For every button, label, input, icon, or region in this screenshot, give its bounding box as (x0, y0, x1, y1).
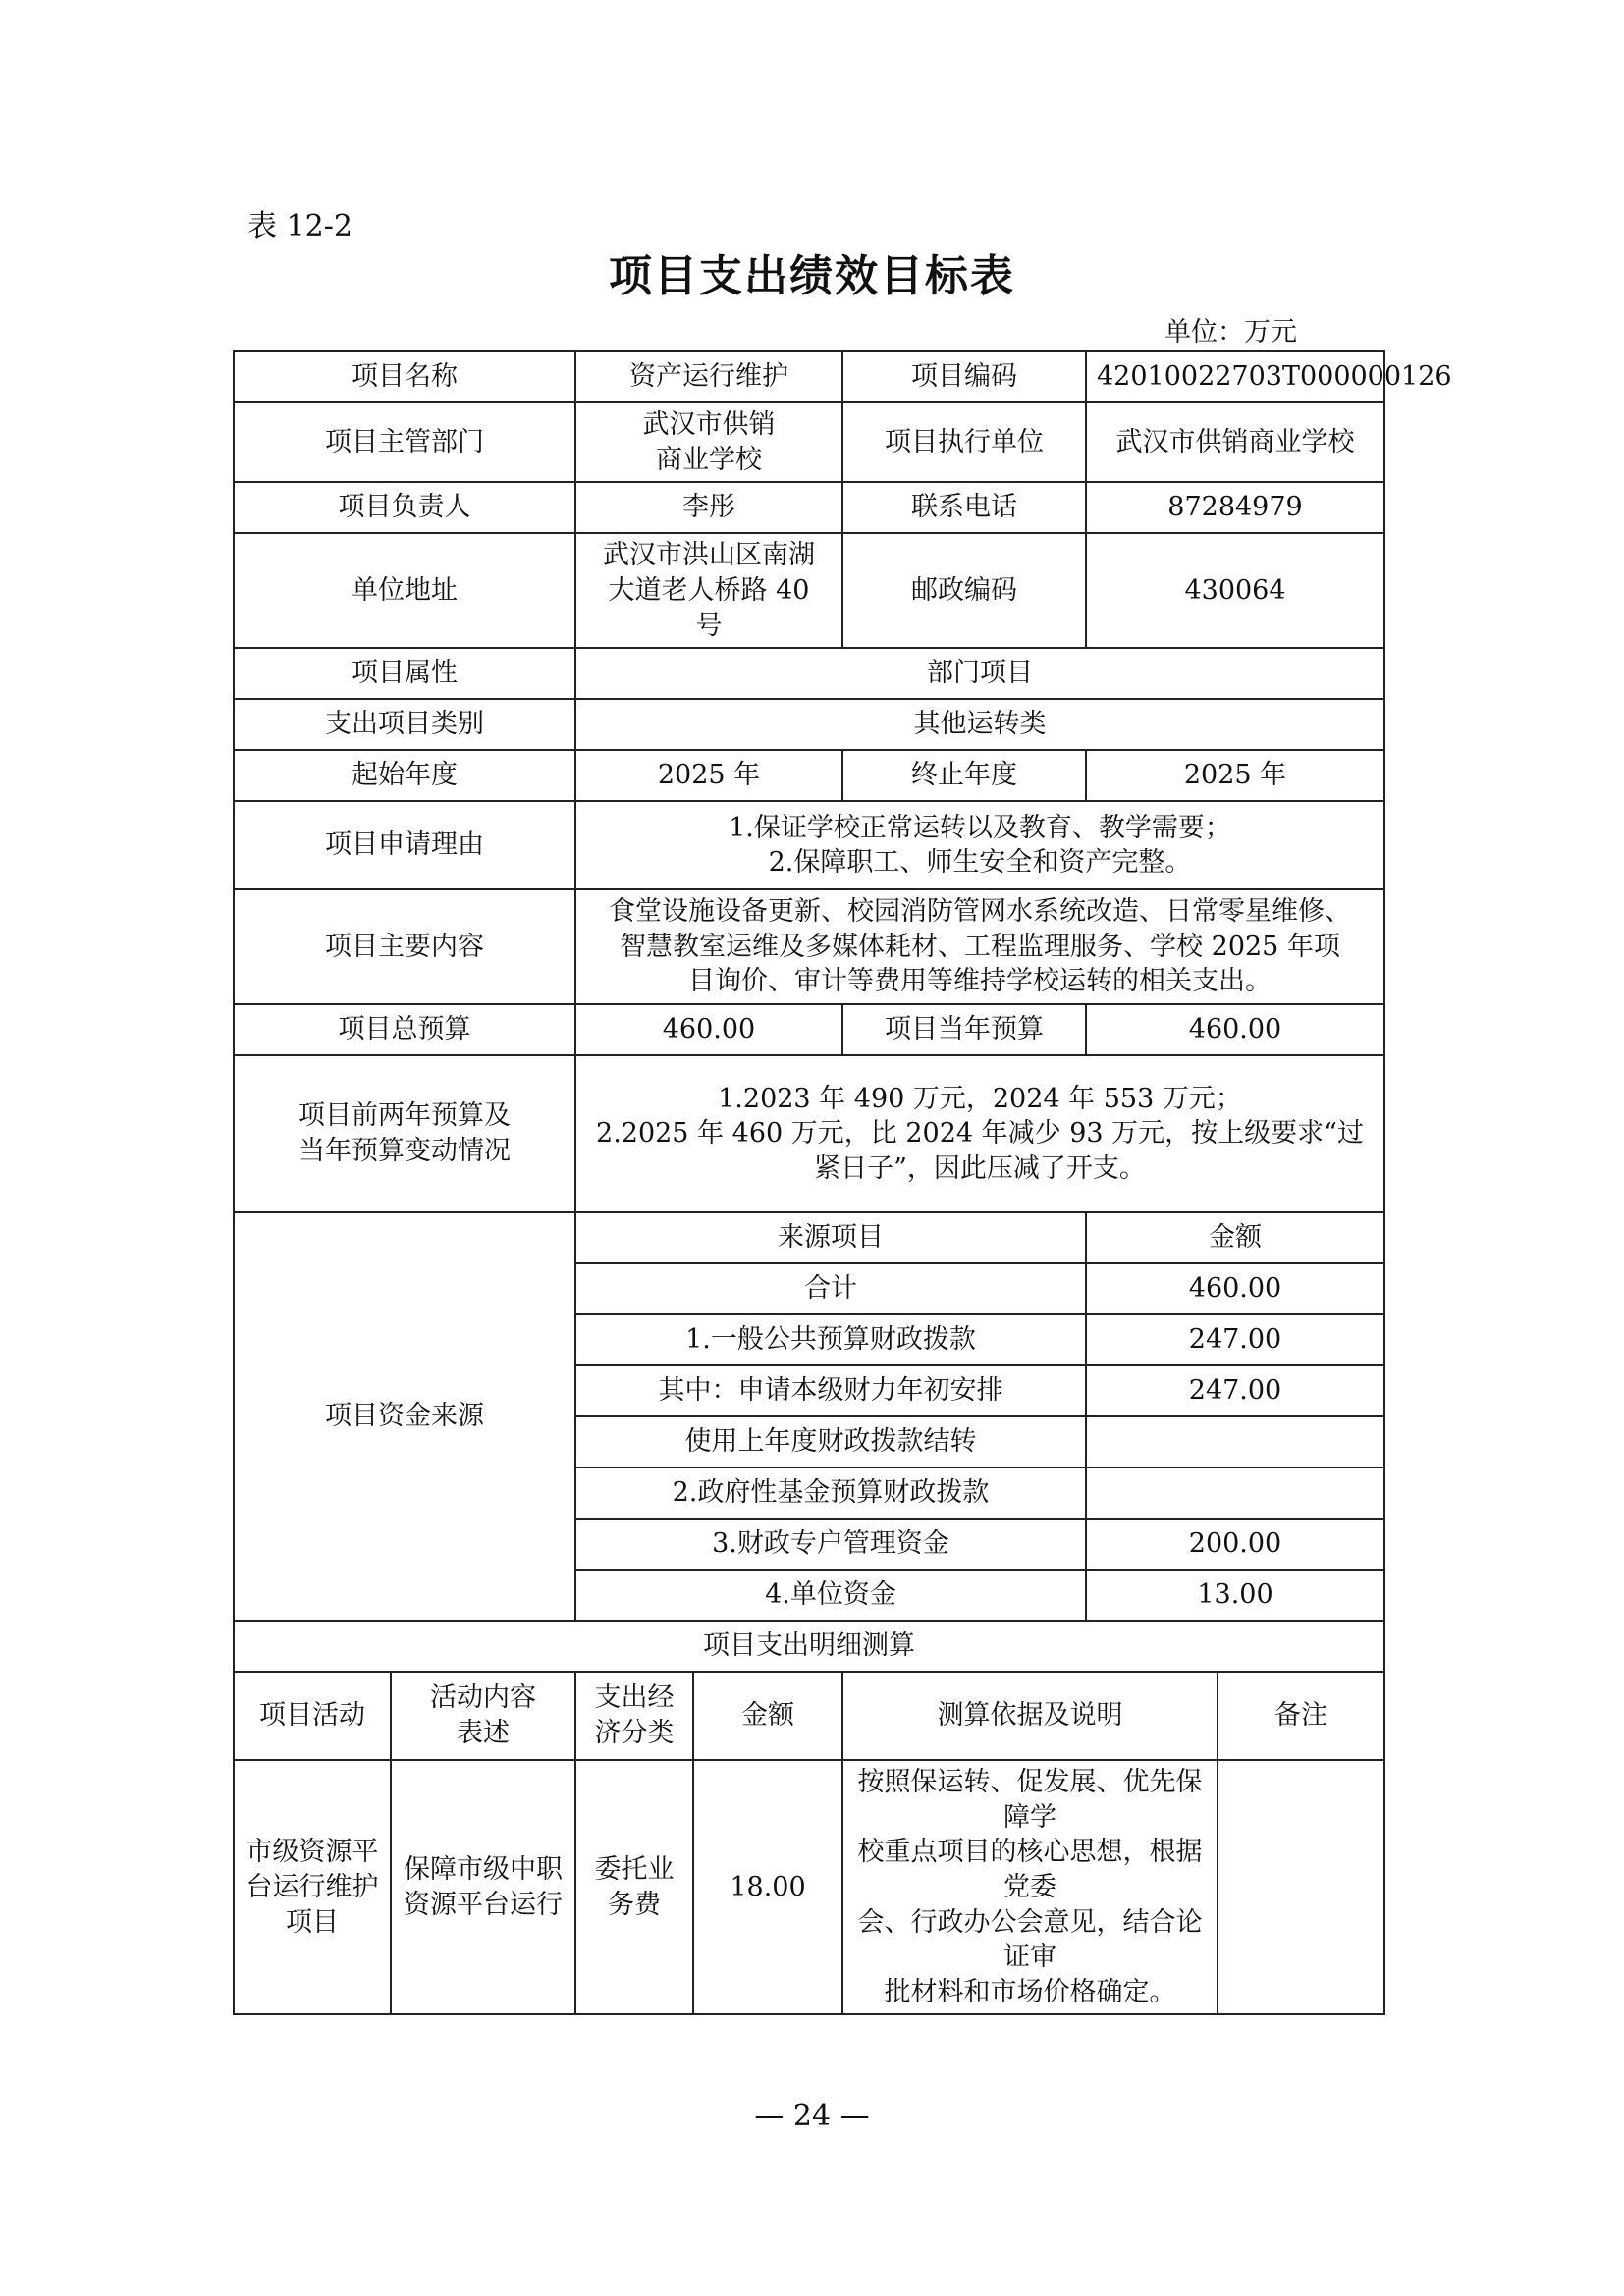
page-number: — 24 — (754, 2099, 870, 2133)
funding-source-annual: 其中：申请本级财力年初安排 (575, 1365, 1086, 1416)
address-line-2: 大道老人桥路 40 (608, 574, 810, 606)
detail-basis (842, 1760, 1218, 2014)
budget-change-label-1: 项目前两年预算及 (298, 1100, 511, 1132)
unit-note: 单位：万元 (1164, 317, 1297, 347)
budget-change-line-3: 紧日子”，因此压减了开支。 (814, 1152, 1146, 1184)
row-attribute (234, 648, 1384, 699)
detail-description (391, 1760, 575, 2014)
value-current-budget: 460.00 (1086, 1004, 1384, 1055)
row-funding-header (234, 1212, 1384, 1263)
funding-source-total: 合计 (575, 1263, 1086, 1314)
funding-header-amount: 金额 (1086, 1212, 1384, 1263)
header-econ-line-1: 支出经 (594, 1682, 675, 1714)
funding-source-special-account: 3.财政专户管理资金 (575, 1519, 1086, 1570)
value-phone: 87284979 (1086, 482, 1384, 533)
value-content (575, 889, 1384, 1004)
funding-amount-annual: 247.00 (1086, 1365, 1384, 1416)
funding-source-carryover: 使用上年度财政拨款结转 (575, 1416, 1086, 1468)
label-category: 支出项目类别 (234, 699, 575, 750)
value-start-year: 2025 年 (575, 750, 842, 801)
label-budget-change (234, 1055, 575, 1212)
detail-econ-line-2: 务费 (608, 1889, 661, 1920)
dept-line-1: 武汉市供销 (642, 409, 776, 440)
header-description (391, 1672, 575, 1760)
detail-basis-line-3: 会、行政办公会意见，结合论证审 (857, 1906, 1203, 1973)
label-total-budget: 项目总预算 (234, 1004, 575, 1055)
budget-change-label-2: 当年预算变动情况 (298, 1136, 511, 1166)
header-note: 备注 (1218, 1672, 1384, 1760)
label-funding-source: 项目资金来源 (234, 1212, 575, 1621)
row-project-name (234, 351, 1384, 402)
detail-activity-line-3: 项目 (286, 1906, 339, 1938)
dept-line-2: 商业学校 (656, 444, 762, 475)
label-end-year: 终止年度 (842, 750, 1086, 801)
detail-section-title: 项目支出明细测算 (234, 1621, 1384, 1672)
value-project-code: 42010022703T000000126 (1086, 351, 1384, 402)
value-dept (575, 402, 842, 482)
funding-amount-special-account: 200.00 (1086, 1519, 1384, 1570)
address-line-1: 武汉市洪山区南湖 (603, 540, 815, 571)
funding-source-unit: 4.单位资金 (575, 1570, 1086, 1621)
row-category (234, 699, 1384, 750)
detail-basis-line-2: 校重点项目的核心思想，根据党委 (857, 1837, 1203, 1902)
header-description-line-1: 活动内容 (430, 1682, 536, 1714)
label-leader: 项目负责人 (234, 482, 575, 533)
detail-description-line-1: 保障市级中职 (404, 1854, 563, 1886)
detail-activity (234, 1760, 391, 2014)
label-zip: 邮政编码 (842, 533, 1086, 648)
reason-line-1: 1.保证学校正常运转以及教育、教学需要； (729, 812, 1231, 843)
label-current-budget: 项目当年预算 (842, 1004, 1086, 1055)
row-years (234, 750, 1384, 801)
value-leader: 李彤 (575, 482, 842, 533)
label-attribute: 项目属性 (234, 648, 575, 699)
value-end-year: 2025 年 (1086, 750, 1384, 801)
value-exec-unit: 武汉市供销商业学校 (1086, 402, 1384, 482)
header-activity: 项目活动 (234, 1672, 391, 1760)
value-budget-change (575, 1055, 1384, 1212)
row-reason (234, 801, 1384, 889)
label-content: 项目主要内容 (234, 889, 575, 1004)
content-line-2: 智慧教室运维及多媒体耗材、工程监理服务、学校 2025 年项 (620, 931, 1340, 962)
detail-row (234, 1760, 1384, 2014)
table-label: 表 12-2 (247, 209, 352, 243)
detail-basis-line-4: 批材料和市场价格确定。 (884, 1976, 1176, 2007)
row-budget (234, 1004, 1384, 1055)
funding-amount-unit: 13.00 (1086, 1570, 1384, 1621)
detail-activity-line-1: 市级资源平 (245, 1837, 379, 1868)
value-category: 其他运转类 (575, 699, 1384, 750)
funding-amount-gov-fund (1086, 1468, 1384, 1519)
label-phone: 联系电话 (842, 482, 1086, 533)
funding-header-source: 来源项目 (575, 1212, 1086, 1263)
row-detail-header (234, 1672, 1384, 1760)
detail-activity-line-2: 台运行维护 (245, 1871, 379, 1902)
row-content (234, 889, 1384, 1004)
detail-basis-line-1: 按照保运转、促发展、优先保障学 (857, 1767, 1203, 1833)
value-reason (575, 801, 1384, 889)
funding-source-gov-fund: 2.政府性基金预算财政拨款 (575, 1468, 1086, 1519)
detail-econ-line-1: 委托业 (594, 1854, 675, 1886)
header-econ-line-2: 济分类 (594, 1718, 675, 1748)
label-address: 单位地址 (234, 533, 575, 648)
row-detail-title (234, 1621, 1384, 1672)
row-leader (234, 482, 1384, 533)
funding-amount-general: 247.00 (1086, 1314, 1384, 1365)
value-address (575, 533, 842, 648)
label-project-code: 项目编码 (842, 351, 1086, 402)
detail-econ-class (575, 1760, 693, 2014)
value-total-budget: 460.00 (575, 1004, 842, 1055)
value-attribute: 部门项目 (575, 648, 1384, 699)
funding-amount-carryover (1086, 1416, 1384, 1468)
label-start-year: 起始年度 (234, 750, 575, 801)
performance-target-table (233, 350, 1452, 2015)
header-description-line-2: 表述 (457, 1718, 510, 1748)
row-address (234, 533, 1384, 648)
header-amount: 金额 (693, 1672, 842, 1760)
content-line-3: 目询价、审计等费用等维持学校运转的相关支出。 (688, 966, 1272, 997)
address-line-3: 号 (695, 610, 723, 641)
detail-amount: 18.00 (693, 1760, 842, 2014)
budget-change-line-2: 2.2025 年 460 万元，比 2024 年减少 93 万元，按上级要求“过 (596, 1118, 1364, 1149)
detail-description-line-2: 资源平台运行 (404, 1889, 563, 1920)
funding-amount-total: 460.00 (1086, 1263, 1384, 1314)
header-basis: 测算依据及说明 (842, 1672, 1218, 1760)
label-reason: 项目申请理由 (234, 801, 575, 889)
document-title: 项目支出绩效目标表 (609, 251, 1015, 301)
budget-change-line-1: 1.2023 年 490 万元，2024 年 553 万元； (718, 1083, 1242, 1114)
content-line-1: 食堂设施设备更新、校园消防管网水系统改造、日常零星维修、 (609, 896, 1351, 928)
label-dept: 项目主管部门 (234, 402, 575, 482)
funding-source-general: 1.一般公共预算财政拨款 (575, 1314, 1086, 1365)
value-zip: 430064 (1086, 533, 1384, 648)
row-dept (234, 402, 1384, 482)
value-project-name: 资产运行维护 (575, 351, 842, 402)
detail-note (1218, 1760, 1384, 2014)
label-project-name: 项目名称 (234, 351, 575, 402)
row-budget-change (234, 1055, 1384, 1212)
label-exec-unit: 项目执行单位 (842, 402, 1086, 482)
header-econ-class (575, 1672, 693, 1760)
reason-line-2: 2.保障职工、师生安全和资产完整。 (768, 847, 1192, 879)
